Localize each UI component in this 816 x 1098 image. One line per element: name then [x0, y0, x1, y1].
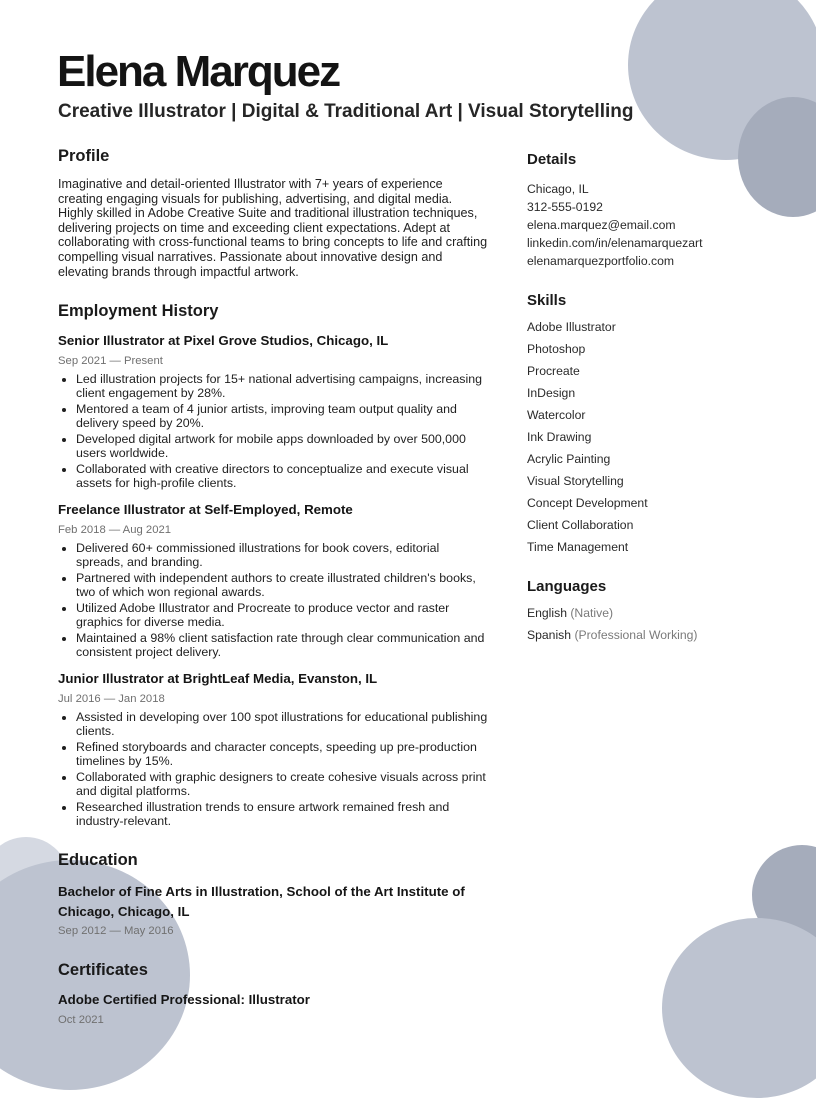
job-bullets [58, 541, 490, 659]
language-item [527, 602, 767, 624]
skill-item: Procreate [527, 364, 580, 378]
language-level: (Professional Working) [574, 628, 698, 642]
sidebar-column [527, 146, 767, 646]
profile-text: Imaginative and detail-oriented Illustrator with 7+ years of experience creating engaging visuals for publishing, advertising, and digital media. Highly skilled in Adobe Creative Suite and traditional illustration techniques, delivering projects on time and exceeding client expectations. Adept at collaborating with cross-functional teams to bring concepts to life and crafting compelling visual narratives. Passionate about innovative design and elevating brands through impactful artwork. [58, 177, 488, 279]
degree-dates: Sep 2012 — May 2016 [58, 925, 174, 938]
job-bullets [58, 710, 490, 828]
skills-list [527, 316, 767, 558]
skill-item: Visual Storytelling [527, 474, 624, 488]
bullet-item: • Utilized Adobe Illustrator and Procreate to produce vector and raster graphics for diverse media. [76, 601, 490, 629]
bullet-item: • Refined storyboards and character concepts, speeding up pre-production timelines by 15%. [76, 740, 490, 768]
skills-heading: Skills [527, 292, 567, 309]
details-section [527, 150, 767, 270]
job-title: Senior Illustrator at Pixel Grove Studios, Chicago, IL [58, 333, 389, 349]
job-title: Junior Illustrator at BrightLeaf Media, Evanston, IL [58, 671, 378, 687]
bullet-item: • Delivered 60+ commissioned illustrations for book covers, editorial spreads, and branding. [76, 541, 490, 569]
bullet-item: • Partnered with independent authors to create illustrated children's books, two of which won regional awards. [76, 571, 490, 599]
job-dates: Feb 2018 — Aug 2021 [58, 524, 172, 537]
employment-section [58, 301, 490, 828]
detail-portfolio[interactable]: elenamarquezportfolio.com [527, 254, 675, 268]
details-heading: Details [527, 151, 577, 168]
job-entry [58, 333, 490, 490]
skill-item: Photoshop [527, 342, 586, 356]
detail-email[interactable]: elena.marquez@email.com [527, 218, 676, 232]
skill-item: Time Management [527, 540, 629, 554]
headline: Creative Illustrator | Digital & Traditional Art | Visual Storytelling [58, 101, 634, 122]
detail-linkedin[interactable]: linkedin.com/in/elenamarquezart [527, 236, 703, 250]
details-list [527, 180, 767, 270]
employment-heading: Employment History [58, 302, 219, 321]
profile-section [58, 146, 490, 279]
language-name: English [527, 606, 567, 620]
languages-list [527, 602, 767, 646]
job-dates: Jul 2016 — Jan 2018 [58, 693, 165, 706]
detail-phone: 312-555-0192 [527, 200, 603, 214]
bullet-item: • Collaborated with graphic designers to create cohesive visuals across print and digital platforms. [76, 770, 490, 798]
certificate-dates: Oct 2021 [58, 1014, 104, 1027]
language-level: (Native) [570, 606, 614, 620]
skill-item: InDesign [527, 386, 576, 400]
bullet-item: • Developed digital artwork for mobile apps downloaded by over 500,000 users worldwide. [76, 432, 490, 460]
certificates-section [58, 960, 490, 1027]
job-bullets [58, 372, 490, 490]
skill-item: Watercolor [527, 408, 586, 422]
job-entry [58, 671, 490, 828]
language-item [527, 624, 767, 646]
certificates-heading: Certificates [58, 961, 148, 980]
language-name: Spanish [527, 628, 572, 642]
skill-item: Concept Development [527, 496, 648, 510]
degree-title: Bachelor of Fine Arts in Illustration, School of the Art Institute of Chicago, Chicago, IL [58, 884, 465, 920]
skill-item: Adobe Illustrator [527, 320, 616, 334]
main-column [58, 146, 490, 1027]
skill-item: Ink Drawing [527, 430, 592, 444]
candidate-name: Elena Marquez [57, 47, 340, 96]
certificate-title: Adobe Certified Professional: Illustrator [58, 992, 310, 1008]
bullet-item: • Assisted in developing over 100 spot illustrations for educational publishing clients. [76, 710, 490, 738]
job-dates: Sep 2021 — Present [58, 355, 163, 368]
detail-location: Chicago, IL [527, 182, 589, 196]
bullet-item: • Led illustration projects for 15+ national advertising campaigns, increasing client engagement by 28%. [76, 372, 490, 400]
bullet-item: • Collaborated with creative directors to conceptualize and execute visual assets for high-profile clients. [76, 462, 490, 490]
job-title: Freelance Illustrator at Self-Employed, Remote [58, 502, 353, 518]
bullet-item: • Researched illustration trends to ensure artwork remained fresh and industry-relevant. [76, 800, 490, 828]
skills-section [527, 291, 767, 558]
skill-item: Acrylic Painting [527, 452, 611, 466]
bullet-item: • Mentored a team of 4 junior artists, improving team output quality and delivery speed by 20%. [76, 402, 490, 430]
languages-section [527, 577, 767, 646]
education-section [58, 850, 490, 938]
bullet-item: • Maintained a 98% client satisfaction rate through clear communication and consistent project delivery. [76, 631, 490, 659]
skill-item: Client Collaboration [527, 518, 634, 532]
education-heading: Education [58, 851, 138, 870]
profile-heading: Profile [58, 147, 110, 165]
languages-heading: Languages [527, 578, 607, 595]
job-entry [58, 502, 490, 659]
